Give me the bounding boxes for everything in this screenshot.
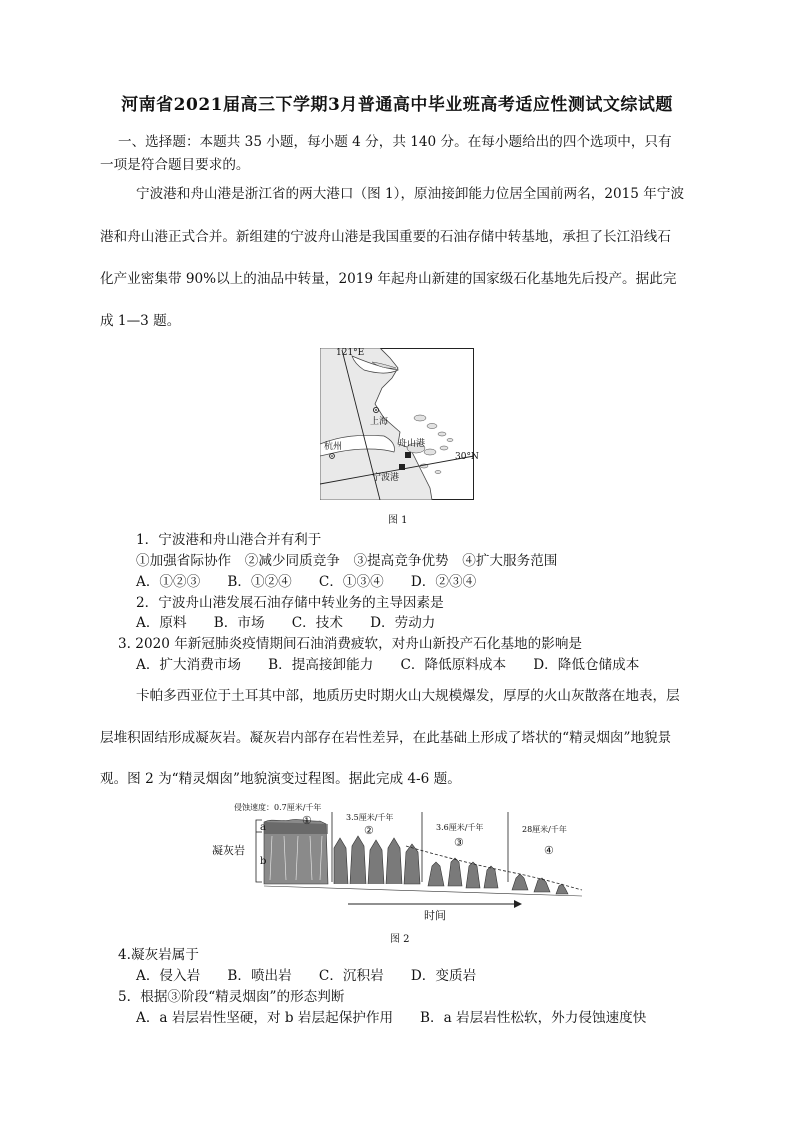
page-title: 河南省2021届高三下学期3月普通高中毕业班高考适应性测试文综试题 (121, 95, 673, 115)
stage4-remnants (512, 874, 568, 894)
figure2-caption: 图 2 (390, 934, 410, 945)
zhoushan-label: 舟山港 (398, 439, 426, 449)
zhoushan-port-marker (405, 452, 411, 458)
section-instruction-line1: 一、选择题：本题共 35 小题，每小题 4 分，共 140 分。在每小题给出的四个选项中，只有 (118, 134, 672, 150)
stage3-mark: ③ (454, 836, 464, 849)
q3-options: A．扩大消费市场 B．提高接卸能力 C．降低原料成本 D．降低仓储成本 (136, 657, 640, 673)
passage1-line2: 港和舟山港正式合并。新组建的宁波舟山港是我国重要的石油存储中转基地，承担了长江沿线石 (100, 229, 671, 245)
q1-stem: 1．宁波港和舟山港合并有利于 (136, 532, 322, 548)
q5-stem: 5．根据③阶段“精灵烟囱”的形态判断 (118, 989, 345, 1005)
stage2-rate: 3.5厘米/千年 (346, 813, 394, 822)
passage2-line2: 层堆积固结形成凝灰岩。凝灰岩内部存在岩性差异，在此基础上形成了塔状的“精灵烟囱”地貌景 (100, 730, 672, 746)
passage2-line1: 卡帕多西亚位于土耳其中部，地质历史时期火山大规模爆发，厚厚的火山灰散落在地表，层 (136, 688, 680, 704)
layer-a-label: a (260, 822, 266, 833)
passage1-line1: 宁波港和舟山港是浙江省的两大港口（图 1），原油接卸能力位居全国前两名，2015 年宁波 (136, 186, 685, 202)
q4-stem: 4.凝灰岩属于 (118, 947, 199, 963)
stage1-rate: 侵蚀速度：0.7厘米/千年 (234, 803, 322, 812)
hangzhou-label: 杭州 (324, 442, 343, 452)
q5-option-a: A．a 岩层岩性坚硬，对 b 岩层起保护作用 (136, 1010, 394, 1026)
stage4-rate: 28厘米/千年 (522, 825, 567, 834)
stage2-mark: ② (364, 824, 374, 837)
q5-option-b: B．a 岩层岩性松软，外力侵蚀速度快 (420, 1010, 647, 1026)
q3-stem: 3. 2020 年新冠肺炎疫情期间石油消费疲软，对舟山新投产石化基地的影响是 (118, 636, 583, 652)
section-instruction-line2: 一项是符合题目要求的。 (100, 157, 250, 173)
stage4-mark: ④ (544, 844, 554, 857)
passage2-line3: 观。图 2 为“精灵烟囱”地貌演变过程图。据此完成 4-6 题。 (100, 771, 461, 787)
rock-label: 凝灰岩 (212, 844, 245, 857)
stage3-rate: 3.6厘米/千年 (436, 823, 484, 832)
q1-items: ①加强省际协作 ②减少同质竞争 ③提高竞争优势 ④扩大服务范围 (136, 553, 558, 569)
figure2-evolution (210, 800, 590, 910)
ningbo-label: 宁波港 (372, 473, 400, 483)
q1-options: A．①②③ B．①②④ C．①③④ D．②③④ (136, 574, 477, 590)
stage3-chimneys (428, 858, 498, 888)
q2-options: A．原料 B．市场 C．技术 D．劳动力 (136, 615, 436, 631)
figure1-lon-label: 121°E (336, 348, 365, 358)
figure1-map (320, 348, 474, 500)
figure1-caption: 图 1 (388, 515, 408, 526)
time-label: 时间 (424, 909, 446, 922)
passage1-line3: 化产业密集带 90%以上的油品中转量，2019 年起舟山新建的国家级石化基地先后投产。据此完 (100, 271, 677, 287)
shanghai-label: 上海 (370, 417, 389, 427)
q4-options: A．侵入岩 B．喷出岩 C．沉积岩 D．变质岩 (136, 968, 477, 984)
figure1-lat-label: 30°N (455, 452, 479, 462)
stage1-mark: ① (302, 814, 312, 827)
q2-stem: 2．宁波舟山港发展石油存储中转业务的主导因素是 (136, 595, 444, 611)
time-arrow-head (514, 900, 522, 908)
layer-b-label: b (260, 856, 267, 867)
ningbo-port-marker (399, 464, 405, 470)
stage2-rock (334, 836, 420, 884)
passage1-line4: 成 1—3 题。 (100, 313, 181, 329)
